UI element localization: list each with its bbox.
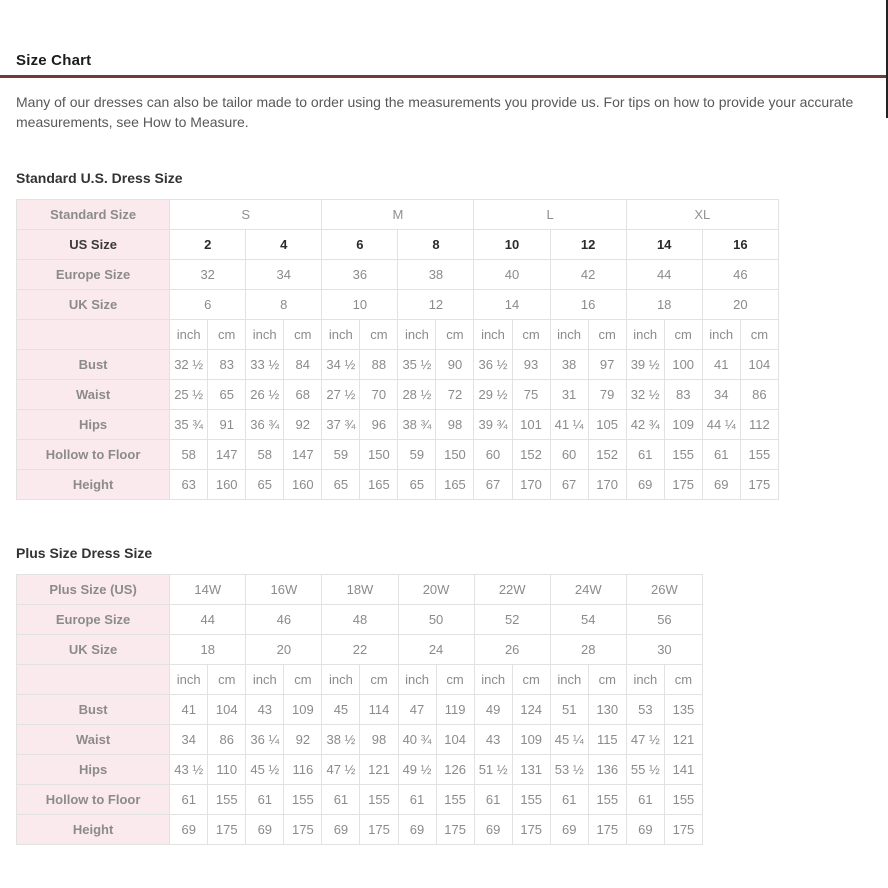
size-value: 54 [550,605,626,635]
measurement-value: 38 ½ [322,725,360,755]
measurement-value: 53 [626,695,664,725]
measurement-value: 136 [588,755,626,785]
size-value: 18W [322,575,398,605]
measurement-value: 131 [512,755,550,785]
size-value: 36 [322,260,398,290]
measurement-value: 41 [702,350,740,380]
size-value: 14 [626,230,702,260]
size-value: 28 [550,635,626,665]
measurement-value: 65 [322,470,360,500]
size-value: 12 [550,230,626,260]
measurement-value: 83 [664,380,702,410]
size-group-value: S [170,200,322,230]
measurement-value: 41 ¼ [550,410,588,440]
measurement-value: 51 [550,695,588,725]
measurement-value: 97 [588,350,626,380]
measurement-value: 51 ½ [474,755,512,785]
measurement-value: 109 [664,410,702,440]
measurement-value: 170 [588,470,626,500]
row-label: Waist [17,380,170,410]
size-value: 8 [398,230,474,260]
measurement-row [17,410,779,440]
measurement-value: 155 [664,440,702,470]
size-group-value: M [322,200,474,230]
measurement-value: 44 ¼ [702,410,740,440]
unit-row [17,665,703,695]
measurement-value: 61 [170,785,208,815]
measurement-value: 65 [208,380,246,410]
measurement-row [17,815,703,845]
standard-size-table [16,199,779,500]
measurement-value: 112 [740,410,778,440]
unit-cm-label: cm [284,320,322,350]
measurement-value: 175 [664,815,702,845]
measurement-value: 47 [398,695,436,725]
unit-inch-label: inch [398,320,436,350]
unit-cm-label: cm [512,665,550,695]
measurement-value: 53 ½ [550,755,588,785]
measurement-value: 175 [664,470,702,500]
measurement-value: 121 [360,755,398,785]
measurement-value: 96 [360,410,398,440]
row-label: Europe Size [17,605,170,635]
measurement-value: 65 [398,470,436,500]
measurement-value: 45 [322,695,360,725]
row-label: Plus Size (US) [17,575,170,605]
measurement-value: 43 ½ [170,755,208,785]
measurement-value: 69 [398,815,436,845]
measurement-value: 37 ¾ [322,410,360,440]
measurement-value: 109 [284,695,322,725]
measurement-value: 175 [284,815,322,845]
measurement-value: 69 [626,470,664,500]
size-row [17,260,779,290]
row-label: Height [17,815,170,845]
size-value: 56 [626,605,702,635]
size-value: 46 [246,605,322,635]
measurement-row [17,350,779,380]
measurement-value: 26 ½ [246,380,284,410]
measurement-value: 69 [474,815,512,845]
measurement-value: 79 [588,380,626,410]
size-value: 24 [398,635,474,665]
measurement-value: 155 [360,785,398,815]
measurement-value: 147 [284,440,322,470]
row-label: UK Size [17,290,170,320]
row-label: US Size [17,230,170,260]
size-value: 18 [170,635,246,665]
measurement-value: 69 [550,815,588,845]
size-value: 2 [170,230,246,260]
measurement-value: 43 [246,695,284,725]
measurement-value: 34 [702,380,740,410]
measurement-value: 126 [436,755,474,785]
size-value: 6 [322,230,398,260]
measurement-value: 31 [550,380,588,410]
measurement-value: 27 ½ [322,380,360,410]
measurement-value: 175 [512,815,550,845]
unit-inch-label: inch [550,665,588,695]
measurement-value: 75 [512,380,550,410]
size-value: 38 [398,260,474,290]
unit-row [17,320,779,350]
size-value: 44 [626,260,702,290]
measurement-value: 47 ½ [626,725,664,755]
measurement-value: 155 [512,785,550,815]
measurement-value: 32 ½ [170,350,208,380]
measurement-value: 29 ½ [474,380,512,410]
size-value: 24W [550,575,626,605]
unit-cm-label: cm [664,320,702,350]
measurement-value: 147 [208,440,246,470]
size-value: 22W [474,575,550,605]
unit-inch-label: inch [246,665,284,695]
page-title: Size Chart [16,52,92,69]
size-value: 20 [246,635,322,665]
measurement-value: 101 [512,410,550,440]
row-label: Height [17,470,170,500]
measurement-value: 105 [588,410,626,440]
measurement-value: 38 ¾ [398,410,436,440]
measurement-value: 83 [208,350,246,380]
standard-table-heading: Standard U.S. Dress Size [16,170,183,186]
measurement-value: 165 [436,470,474,500]
row-label: Standard Size [17,200,170,230]
unit-cm-label: cm [360,665,398,695]
size-value: 16 [550,290,626,320]
measurement-value: 55 ½ [626,755,664,785]
unit-inch-label: inch [474,665,512,695]
measurement-value: 61 [398,785,436,815]
size-value: 50 [398,605,474,635]
unit-cm-label: cm [436,665,474,695]
measurement-value: 104 [436,725,474,755]
plus-table-heading: Plus Size Dress Size [16,545,153,561]
measurement-value: 61 [702,440,740,470]
measurement-value: 69 [626,815,664,845]
measurement-value: 47 ½ [322,755,360,785]
measurement-row [17,755,703,785]
measurement-value: 60 [550,440,588,470]
measurement-value: 36 ¼ [246,725,284,755]
measurement-value: 175 [436,815,474,845]
unit-inch-label: inch [398,665,436,695]
measurement-value: 175 [360,815,398,845]
measurement-value: 116 [284,755,322,785]
row-label: Bust [17,695,170,725]
size-value: 22 [322,635,398,665]
measurement-value: 35 ¾ [170,410,208,440]
unit-inch-label: inch [170,320,208,350]
measurement-value: 36 ½ [474,350,512,380]
measurement-value: 67 [474,470,512,500]
measurement-value: 61 [626,440,664,470]
measurement-value: 152 [588,440,626,470]
size-row [17,605,703,635]
size-value: 20 [702,290,778,320]
measurement-value: 114 [360,695,398,725]
measurement-value: 59 [322,440,360,470]
measurement-value: 150 [436,440,474,470]
unit-cm-label: cm [740,320,778,350]
size-value: 10 [322,290,398,320]
measurement-value: 155 [208,785,246,815]
measurement-value: 49 [474,695,512,725]
measurement-value: 69 [246,815,284,845]
measurement-value: 63 [170,470,208,500]
measurement-value: 160 [284,470,322,500]
row-label: Bust [17,350,170,380]
unit-inch-label: inch [322,320,360,350]
size-row [17,290,779,320]
measurement-value: 86 [740,380,778,410]
measurement-value: 61 [322,785,360,815]
measurement-value: 175 [208,815,246,845]
measurement-value: 155 [436,785,474,815]
measurement-row [17,725,703,755]
measurement-value: 135 [664,695,702,725]
row-label: UK Size [17,635,170,665]
measurement-row [17,785,703,815]
measurement-value: 72 [436,380,474,410]
measurement-value: 109 [512,725,550,755]
measurement-value: 90 [436,350,474,380]
row-label: Hollow to Floor [17,785,170,815]
size-value: 26 [474,635,550,665]
measurement-value: 91 [208,410,246,440]
size-value: 30 [626,635,702,665]
unit-cm-label: cm [588,665,626,695]
measurement-value: 69 [702,470,740,500]
unit-cm-label: cm [512,320,550,350]
measurement-value: 39 ½ [626,350,664,380]
size-group-value: XL [626,200,778,230]
size-value: 14 [474,290,550,320]
unit-cm-label: cm [436,320,474,350]
unit-cm-label: cm [208,665,246,695]
unit-cm-label: cm [664,665,702,695]
measurement-value: 40 ¾ [398,725,436,755]
measurement-value: 58 [246,440,284,470]
size-value: 10 [474,230,550,260]
measurement-value: 124 [512,695,550,725]
size-value: 14W [170,575,246,605]
measurement-value: 93 [512,350,550,380]
size-value: 40 [474,260,550,290]
size-value: 26W [626,575,702,605]
measurement-value: 61 [474,785,512,815]
measurement-value: 61 [246,785,284,815]
measurement-value: 104 [740,350,778,380]
size-value: 16 [702,230,778,260]
row-label-empty [17,320,170,350]
measurement-value: 141 [664,755,702,785]
unit-inch-label: inch [626,320,664,350]
measurement-value: 88 [360,350,398,380]
size-value: 46 [702,260,778,290]
measurement-value: 61 [626,785,664,815]
size-row [17,230,779,260]
size-value: 12 [398,290,474,320]
unit-cm-label: cm [284,665,322,695]
measurement-value: 155 [664,785,702,815]
size-value: 34 [246,260,322,290]
measurement-value: 67 [550,470,588,500]
measurement-value: 115 [588,725,626,755]
measurement-value: 110 [208,755,246,785]
unit-inch-label: inch [322,665,360,695]
measurement-value: 42 ¾ [626,410,664,440]
size-row [17,575,703,605]
measurement-value: 155 [740,440,778,470]
measurement-row [17,470,779,500]
measurement-value: 58 [170,440,208,470]
measurement-value: 84 [284,350,322,380]
measurement-value: 32 ½ [626,380,664,410]
unit-inch-label: inch [246,320,284,350]
measurement-value: 152 [512,440,550,470]
measurement-value: 175 [588,815,626,845]
measurement-value: 119 [436,695,474,725]
measurement-value: 170 [512,470,550,500]
size-value: 20W [398,575,474,605]
measurement-value: 100 [664,350,702,380]
unit-inch-label: inch [170,665,208,695]
measurement-value: 59 [398,440,436,470]
measurement-value: 70 [360,380,398,410]
size-value: 44 [170,605,246,635]
measurement-value: 39 ¾ [474,410,512,440]
size-value: 42 [550,260,626,290]
measurement-value: 98 [436,410,474,440]
unit-cm-label: cm [360,320,398,350]
unit-cm-label: cm [208,320,246,350]
measurement-value: 165 [360,470,398,500]
measurement-value: 34 ½ [322,350,360,380]
size-row [17,635,703,665]
measurement-value: 65 [246,470,284,500]
size-value: 52 [474,605,550,635]
unit-inch-label: inch [474,320,512,350]
size-value: 4 [246,230,322,260]
size-group-value: L [474,200,626,230]
measurement-value: 104 [208,695,246,725]
size-group-row [17,200,779,230]
measurement-value: 86 [208,725,246,755]
measurement-value: 35 ½ [398,350,436,380]
size-value: 18 [626,290,702,320]
row-label: Waist [17,725,170,755]
row-label-empty [17,665,170,695]
row-label: Europe Size [17,260,170,290]
measurement-value: 25 ½ [170,380,208,410]
size-value: 8 [246,290,322,320]
measurement-value: 60 [474,440,512,470]
measurement-value: 130 [588,695,626,725]
measurement-value: 160 [208,470,246,500]
size-value: 32 [170,260,246,290]
intro-text: Many of our dresses can also be tailor made to order using the measurements you provide us. For tips on how to provide your accurate measurements, see How to Measure. [16,94,854,130]
measurement-value: 69 [170,815,208,845]
row-label: Hips [17,410,170,440]
size-value: 48 [322,605,398,635]
measurement-value: 61 [550,785,588,815]
measurement-value: 68 [284,380,322,410]
measurement-value: 38 [550,350,588,380]
measurement-value: 155 [284,785,322,815]
unit-inch-label: inch [550,320,588,350]
size-value: 6 [170,290,246,320]
title-divider [0,75,888,78]
measurement-value: 34 [170,725,208,755]
measurement-value: 69 [322,815,360,845]
measurement-value: 92 [284,410,322,440]
row-label: Hollow to Floor [17,440,170,470]
measurement-value: 36 ¾ [246,410,284,440]
measurement-value: 49 ½ [398,755,436,785]
unit-cm-label: cm [588,320,626,350]
unit-inch-label: inch [702,320,740,350]
measurement-value: 43 [474,725,512,755]
measurement-value: 28 ½ [398,380,436,410]
unit-inch-label: inch [626,665,664,695]
measurement-value: 33 ½ [246,350,284,380]
measurement-value: 150 [360,440,398,470]
measurement-value: 175 [740,470,778,500]
measurement-value: 92 [284,725,322,755]
measurement-row [17,380,779,410]
measurement-value: 41 [170,695,208,725]
measurement-value: 45 ¼ [550,725,588,755]
size-value: 16W [246,575,322,605]
row-label: Hips [17,755,170,785]
plus-size-table [16,574,703,845]
measurement-row [17,695,703,725]
measurement-value: 155 [588,785,626,815]
measurement-value: 98 [360,725,398,755]
measurement-value: 45 ½ [246,755,284,785]
measurement-row [17,440,779,470]
measurement-value: 121 [664,725,702,755]
